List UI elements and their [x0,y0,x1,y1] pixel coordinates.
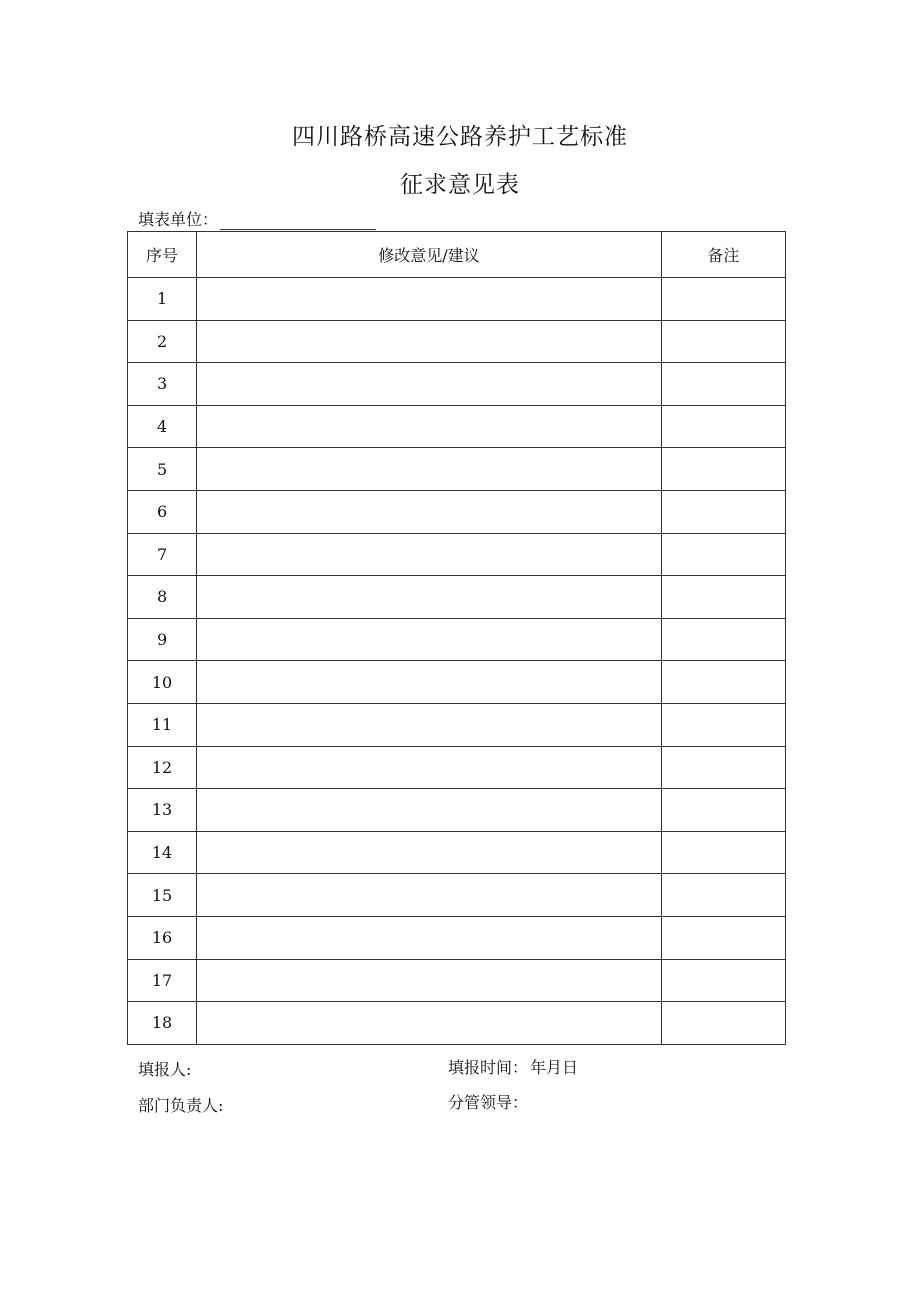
row-index: 4 [128,405,197,448]
row-note-cell[interactable] [661,959,785,1002]
table-row [128,490,786,533]
row-index: 16 [128,916,197,959]
row-note-cell[interactable] [661,916,785,959]
row-opinion-cell[interactable] [197,916,662,959]
document-subtitle: 征求意见表 [400,172,520,198]
row-note-cell[interactable] [661,661,785,704]
table-row [128,618,786,661]
header-opinion: 修改意见/建议 [197,232,662,278]
dept-head-label: 部门负责人: [138,1096,224,1115]
row-opinion-cell[interactable] [197,490,662,533]
row-index: 9 [128,618,197,661]
row-note-cell[interactable] [661,874,785,917]
row-opinion-cell[interactable] [197,831,662,874]
row-opinion-cell[interactable] [197,320,662,363]
row-index: 7 [128,533,197,576]
row-opinion-cell[interactable] [197,661,662,704]
table-row [128,916,786,959]
row-opinion-cell[interactable] [197,278,662,321]
opinion-table [127,231,786,1045]
row-index: 2 [128,320,197,363]
row-index: 5 [128,448,197,491]
table-row [128,874,786,917]
fill-unit-input-line[interactable] [220,211,376,230]
row-index: 8 [128,576,197,619]
row-opinion-cell[interactable] [197,959,662,1002]
table-row [128,831,786,874]
row-opinion-cell[interactable] [197,448,662,491]
table-row [128,576,786,619]
row-index: 17 [128,959,197,1002]
row-opinion-cell[interactable] [197,746,662,789]
row-index: 18 [128,1002,197,1045]
row-index: 6 [128,490,197,533]
row-note-cell[interactable] [661,490,785,533]
table-header-row [128,232,786,278]
table-row [128,661,786,704]
row-index: 13 [128,789,197,832]
row-opinion-cell[interactable] [197,703,662,746]
header-note: 备注 [661,232,785,278]
row-note-cell[interactable] [661,278,785,321]
table-row [128,363,786,406]
row-index: 3 [128,363,197,406]
fill-unit-row [138,207,376,230]
report-time-value: 年月日 [530,1058,579,1077]
fill-unit-label: 填表单位： [138,210,219,229]
document-title: 四川路桥高速公路养护工艺标准 [292,124,628,150]
row-note-cell[interactable] [661,448,785,491]
reporter-label: 填报人: [138,1060,192,1079]
row-opinion-cell[interactable] [197,576,662,619]
row-note-cell[interactable] [661,320,785,363]
row-opinion-cell[interactable] [197,363,662,406]
table-row [128,959,786,1002]
row-opinion-cell[interactable] [197,533,662,576]
row-note-cell[interactable] [661,576,785,619]
row-note-cell[interactable] [661,363,785,406]
table-row [128,703,786,746]
table-row [128,405,786,448]
leader-label: 分管领导： [448,1093,529,1112]
row-note-cell[interactable] [661,1002,785,1045]
table-row [128,1002,786,1045]
row-opinion-cell[interactable] [197,618,662,661]
row-note-cell[interactable] [661,831,785,874]
row-index: 12 [128,746,197,789]
header-index: 序号 [128,232,197,278]
row-opinion-cell[interactable] [197,789,662,832]
row-opinion-cell[interactable] [197,405,662,448]
row-opinion-cell[interactable] [197,1002,662,1045]
row-index: 11 [128,703,197,746]
table-row [128,789,786,832]
row-note-cell[interactable] [661,405,785,448]
row-note-cell[interactable] [661,746,785,789]
report-time [448,1055,578,1078]
row-note-cell[interactable] [661,533,785,576]
table-row [128,278,786,321]
table-row [128,448,786,491]
row-index: 10 [128,661,197,704]
row-index: 14 [128,831,197,874]
table-row [128,320,786,363]
row-index: 1 [128,278,197,321]
report-time-label: 填报时间： [448,1058,529,1077]
row-index: 15 [128,874,197,917]
row-opinion-cell[interactable] [197,874,662,917]
row-note-cell[interactable] [661,789,785,832]
row-note-cell[interactable] [661,703,785,746]
row-note-cell[interactable] [661,618,785,661]
table-row [128,533,786,576]
table-row [128,746,786,789]
